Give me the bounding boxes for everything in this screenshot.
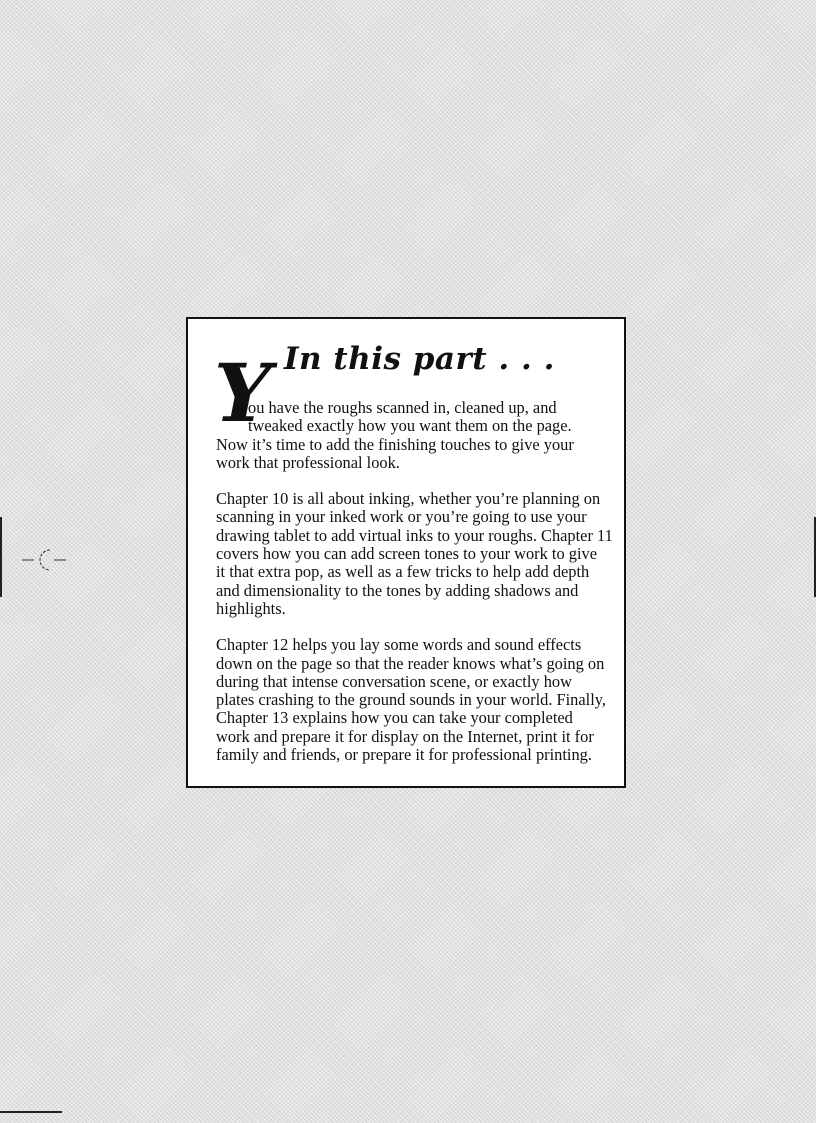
- bottom-crop-rule: [0, 1111, 62, 1113]
- paragraph-line: Chapter 12 helps you lay some words and sound effects: [216, 635, 582, 655]
- paragraph-line: Chapter 10 is all about inking, whether you’re planning on: [216, 489, 601, 509]
- paragraph-line: and dimensionality to the tones by adding shadows and: [216, 580, 579, 600]
- paragraph-line: down on the page so that the reader knows what’s going on: [216, 653, 605, 673]
- paragraph-line: plates crashing to the ground sounds in your world. Finally,: [216, 690, 606, 710]
- paragraph-line: work that professional look.: [216, 452, 400, 472]
- paragraph-1: [216, 399, 608, 472]
- part-intro-text: [216, 398, 613, 765]
- paragraph-line: during that intense conversation scene, or exactly how: [216, 671, 572, 691]
- paragraph-line: Now it’s time to add the finishing touches to give your: [216, 434, 574, 454]
- paragraph-3: [216, 636, 608, 764]
- paragraph-line: covers how you can add screen tones to your work to give: [216, 544, 597, 564]
- part-intro-box: [186, 317, 626, 788]
- part-heading: In this part . . .: [284, 341, 555, 377]
- paragraph-line: scanning in your inked work or you’re going to use your: [216, 507, 587, 527]
- paragraph-line: family and friends, or prepare it for professional printing.: [216, 745, 592, 765]
- paragraph-line: drawing tablet to add virtual inks to your roughs. Chapter 11: [216, 525, 613, 545]
- registration-mark-icon: [22, 545, 66, 575]
- paragraph-line: tweaked exactly how you want them on the page.: [248, 416, 572, 436]
- drop-cap: Y: [214, 346, 272, 440]
- paragraph-line: Chapter 13 explains how you can take your completed: [216, 708, 573, 728]
- page-edge-left: [0, 517, 2, 597]
- paragraph-line: highlights.: [216, 598, 286, 618]
- paragraph-line: work and prepare it for display on the Internet, print it for: [216, 726, 594, 746]
- paragraph-2: [216, 489, 613, 618]
- paragraph-line: it that extra pop, as well as a few tricks to help add depth: [216, 562, 590, 582]
- paragraph-line: ou have the roughs scanned in, cleaned up, and: [248, 398, 557, 417]
